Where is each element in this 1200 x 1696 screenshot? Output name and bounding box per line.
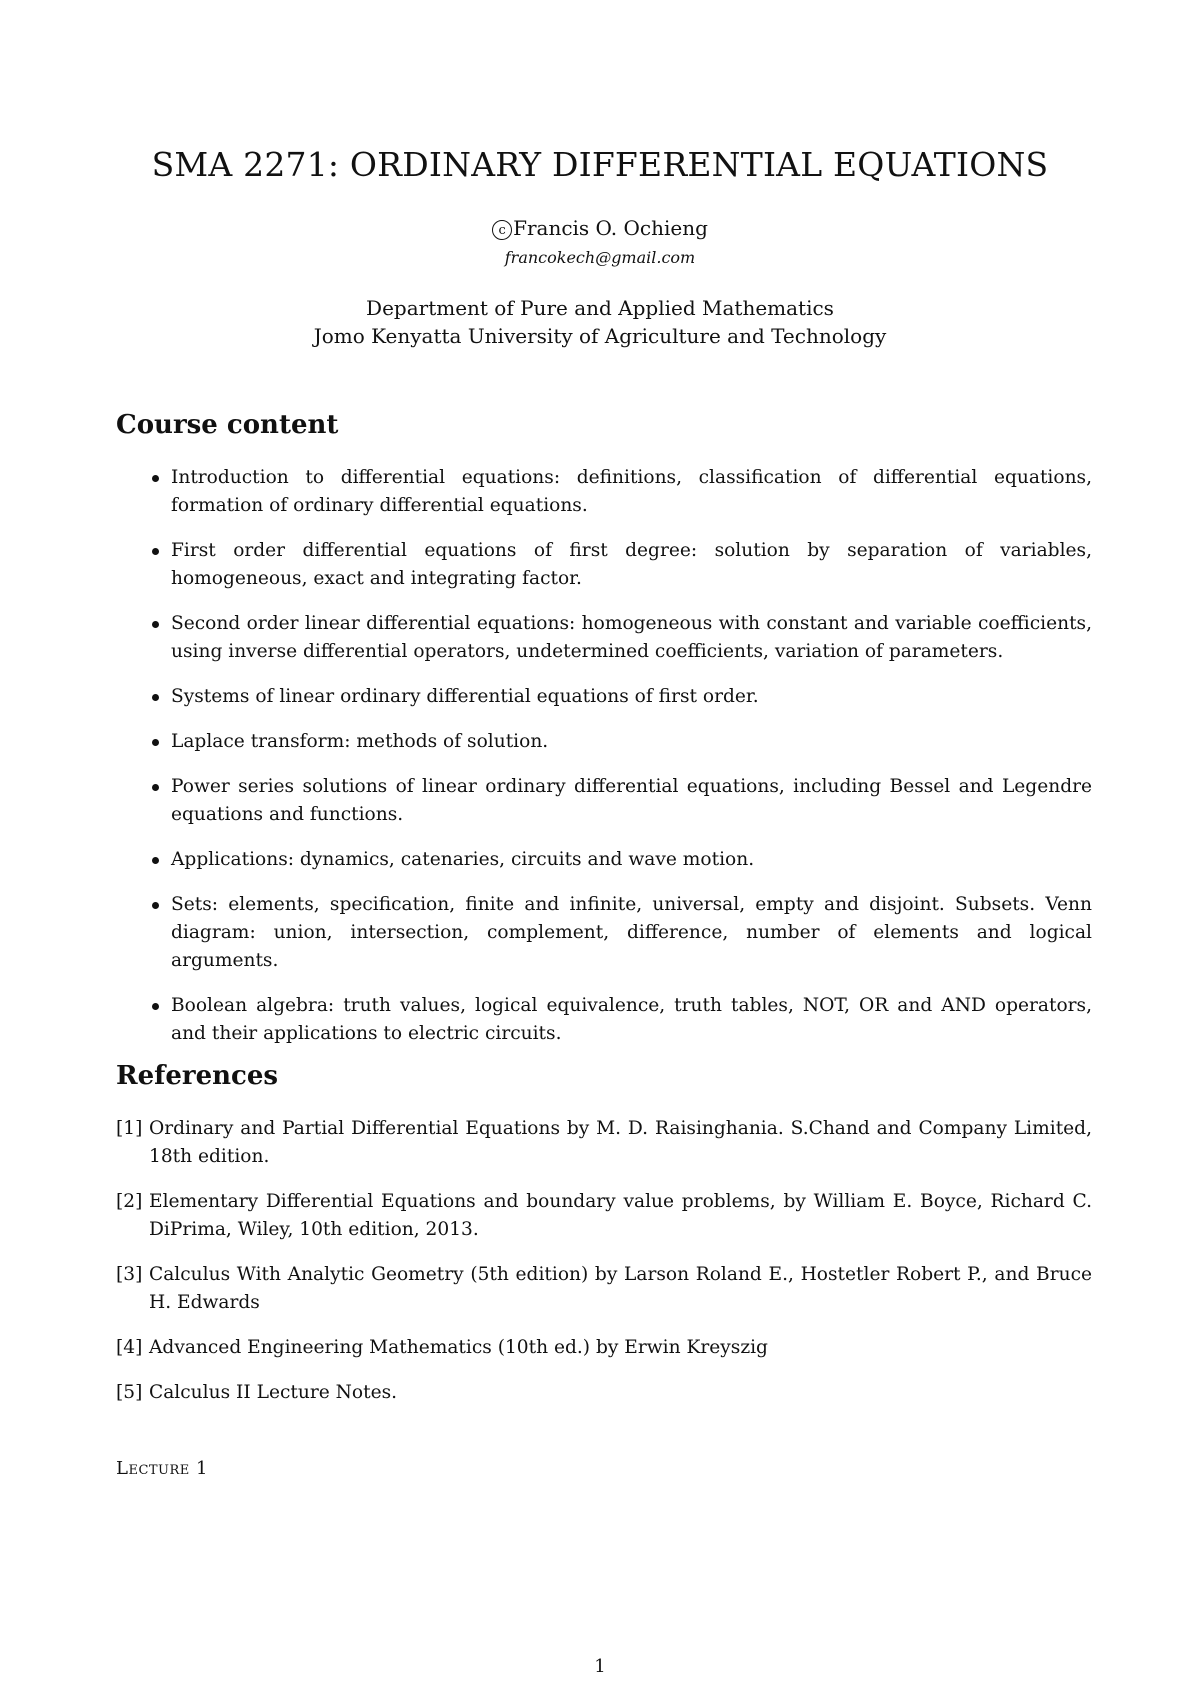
list-item — [116, 728, 1092, 756]
list-item-text: First order differential equations of first degree: solution by separation of variables, homogeneous, exact and integrating factor. — [171, 540, 1092, 589]
list-item — [116, 537, 1092, 593]
course-content-heading: Course content — [116, 410, 339, 440]
reference-item — [116, 1115, 1092, 1171]
course-content-list — [116, 464, 1092, 1048]
list-item-text: Boolean algebra: truth values, logical equivalence, truth tables, NOT, OR and AND operators, and their applications to electric circuits. — [171, 995, 1092, 1044]
references-section — [116, 1115, 1092, 1424]
list-item — [116, 891, 1092, 975]
list-item — [116, 773, 1092, 829]
author-email: francokech@gmail.com — [504, 248, 696, 267]
page-number: 1 — [594, 1656, 606, 1677]
list-item — [116, 683, 1092, 711]
reference-text: Calculus II Lecture Notes. — [149, 1382, 398, 1403]
bullet-icon — [152, 621, 159, 628]
list-item-text: Applications: dynamics, catenaries, circuits and wave motion. — [171, 849, 755, 870]
bullet-icon — [152, 694, 159, 701]
reference-number: [2] — [116, 1191, 143, 1212]
bullet-icon — [152, 857, 159, 864]
list-item — [116, 610, 1092, 666]
list-item-text: Introduction to differential equations: definitions, classification of differential equations, formation of ordinary differential equations. — [171, 467, 1092, 516]
reference-text: Elementary Differential Equations and boundary value problems, by William E. Boyce, Richard C. DiPrima, Wiley, 10th edition, 2013. — [149, 1191, 1092, 1240]
references-list — [116, 1115, 1092, 1407]
document-title: SMA 2271: ORDINARY DIFFERENTIAL EQUATIONS — [151, 145, 1049, 184]
reference-text: Advanced Engineering Mathematics (10th ed.) by Erwin Kreyszig — [149, 1337, 768, 1358]
reference-item — [116, 1334, 1092, 1362]
reference-number: [5] — [116, 1382, 143, 1403]
reference-item — [116, 1261, 1092, 1317]
reference-item — [116, 1379, 1092, 1407]
bullet-icon — [152, 475, 159, 482]
list-item-text: Second order linear differential equations: homogeneous with constant and variable coefficients, using inverse differential operators, undetermined coefficients, variation of parameters. — [171, 613, 1092, 662]
copyright-icon: c — [492, 220, 512, 240]
list-item-text: Sets: elements, specification, finite and infinite, universal, empty and disjoint. Subsets. Venn diagram: union, intersection, complement, difference, number of elements and logical arguments. — [171, 894, 1092, 971]
list-item — [116, 464, 1092, 520]
list-item-text: Systems of linear ordinary differential equations of first order. — [171, 686, 759, 707]
list-item-text: Power series solutions of linear ordinary differential equations, including Bessel and Legendre equations and functions. — [171, 776, 1092, 825]
reference-number: [1] — [116, 1118, 143, 1139]
bullet-icon — [152, 902, 159, 909]
reference-number: [3] — [116, 1264, 143, 1285]
course-content-section — [116, 464, 1092, 1065]
author-line — [0, 216, 1200, 240]
bullet-icon — [152, 548, 159, 555]
author-name: Francis O. Ochieng — [513, 216, 708, 240]
affiliation — [0, 294, 1200, 350]
reference-number: [4] — [116, 1337, 143, 1358]
list-item — [116, 992, 1092, 1048]
bullet-icon — [152, 784, 159, 791]
lecture-label: Lecture 1 — [116, 1458, 208, 1479]
list-item — [116, 846, 1092, 874]
university-name: Jomo Kenyatta University of Agriculture and Technology — [313, 324, 887, 348]
reference-text: Ordinary and Partial Differential Equations by M. D. Raisinghania. S.Chand and Company Limited, 18th edition. — [149, 1118, 1092, 1167]
bullet-icon — [152, 1003, 159, 1010]
bullet-icon — [152, 739, 159, 746]
reference-text: Calculus With Analytic Geometry (5th edition) by Larson Roland E., Hostetler Robert P., and Bruce H. Edwards — [149, 1264, 1092, 1313]
list-item-text: Laplace transform: methods of solution. — [171, 731, 549, 752]
reference-item — [116, 1188, 1092, 1244]
references-heading: References — [116, 1061, 279, 1091]
department-name: Department of Pure and Applied Mathematics — [366, 296, 834, 320]
